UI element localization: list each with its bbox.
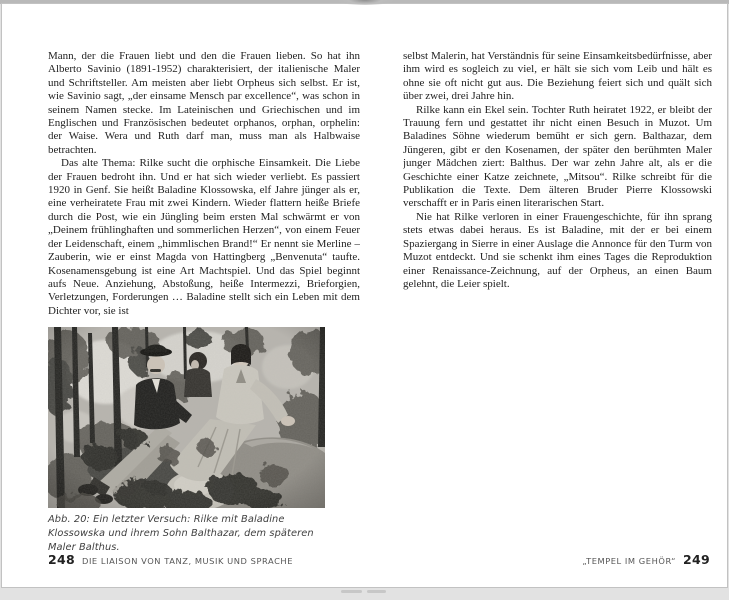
left-page-footer — [48, 552, 293, 567]
paragraph: Mann, der die Frauen liebt und den die Frauen lieben. So hat ihn Alberto Savinio (1891-1952) charakterisiert, der italienische Maler und Schriftsteller. Am meisten aber liebt Orpheus sich selbst. Er ist, wie Savinio sagt, „der einsame Mensch par excellence“, was schon in seinem Namen stecke. Im Lateinischen und Griechischen und im Englischen und Französischen bedeutet orphanos, orphan, orphelin: der Waise. Wera und Ruth darf man, muss man als Halbwaise betrachten. — [48, 50, 360, 156]
figure-photo — [48, 327, 325, 508]
right-page-text — [403, 50, 712, 312]
running-head-left: DIE LIAISON VON TANZ, MUSIK UND SPRACHE — [82, 556, 293, 566]
running-head-right: „TEMPEL IM GEHÖR“ — [582, 556, 676, 566]
paragraph: Das alte Thema: Rilke sucht die orphische Einsamkeit. Die Liebe der Frauen bedroht ihn. Und er hat sich wieder verliebt. Es passiert 1920 in Genf. Sie heißt Baladine Klossowska, elf Jahre jünger als er, eine verheiratete Frau mit zwei Kindern. Wieder flattern heiße Briefe durch die Post, wie ein Jüngling beim ersten Mal schwärmt er von „Deinem frühlinghaften und sommerlichen Herzen“, von einem Feuer der Leidenschaft, einem „himmlischen Brand!“ Er nennt sie Merline – Zauberin, wie er einst Magda von Hattingberg „Benvenuta“ taufte. Kosenamensgebung ist eine Art Machtspiel. Und das Spiel beginnt aufs Neue. Anziehung, Abstoßung, heiße Intermezzi, Brieforgien, Verletzungen, Forderungen … Baladine stellt sich ein Leben mit dem Dichter vor, sie ist — [48, 157, 360, 317]
paragraph: Rilke kann ein Ekel sein. Tochter Ruth heiratet 1922, er bleibt der Trauung fern und gestattet ihr nicht einen Besuch in Muzot. Um Baladines Söhne wiederum bemüht er sich gern. Balthazar, dem Jüngeren, gibt er den Kosenamen, der später den berühmten Maler junger Mädchen ziert: Balthus. Der war zehn Jahre alt, als er die Geschichte einer Katze zeichnete, „Mitsou“. Rilke schreibt für die Publikation die Texte. Dem älteren Bruder Pierre Klossowski verschafft er in Paris einen literarischen Start. — [403, 103, 712, 210]
page-number-left: 248 — [48, 552, 75, 567]
book-page-spread — [1, 3, 728, 588]
left-page-text — [48, 50, 360, 336]
figure-caption: Abb. 20: Ein letzter Versuch: Rilke mit Baladine Klossowska und ihrem Sohn Balthazar, dem späteren Maler Balthus. — [48, 514, 314, 553]
right-page-footer — [582, 552, 710, 567]
page-number-right: 249 — [683, 552, 710, 567]
rilke-family-photo — [48, 327, 325, 508]
paragraph: selbst Malerin, hat Verständnis für seine Einsamkeitsbedürfnisse, aber ihm wird es sogleich zu viel, er hält sie sich vom Leib und hält es ohne sie oft nicht gut aus. Die Beziehung feiert sich und quält sich über zwei, drei Jahre hin. — [403, 50, 712, 103]
page-curl-marks-bottom — [341, 590, 362, 593]
paragraph: Nie hat Rilke verloren in einer Frauengeschichte, für ihn sprang stets etwas dabei heraus. Es ist Baladine, mit der er bei einem Spaziergang in Sierre in einer Auslage die Annonce für den Turm von Muzot entdeckt. Und sie schenkt ihm eines Tages die Reproduktion einer Renaissance-Zeichnung, auf der Orpheus, an einen Baum gelehnt, die Leier spielt. — [403, 210, 712, 290]
page-curl-marks-bottom — [367, 590, 386, 593]
